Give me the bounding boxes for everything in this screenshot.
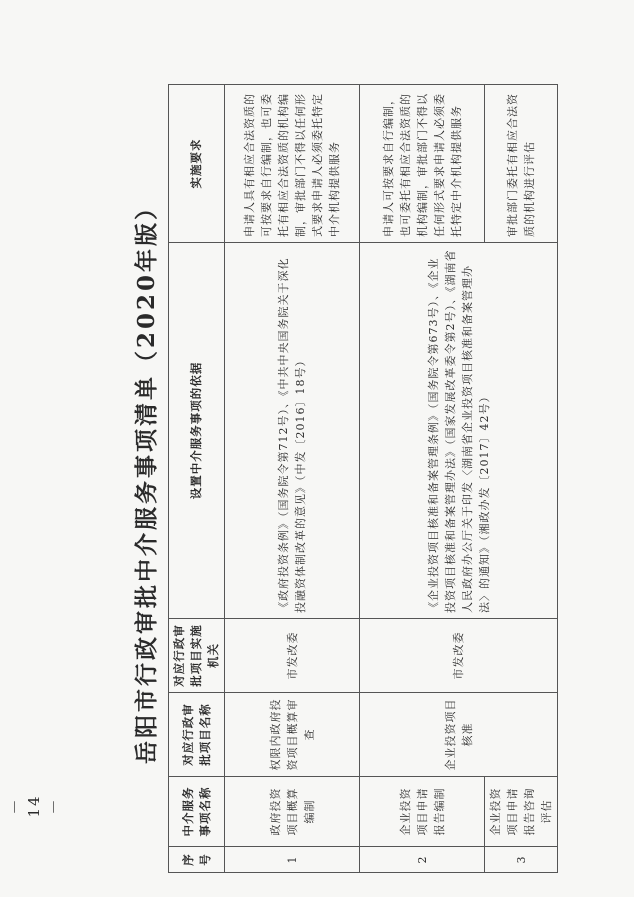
cell-service: 企业投资项目申请报告编制 bbox=[360, 777, 485, 847]
cell-approval-item: 权限内政府投资项目概算审查 bbox=[225, 693, 360, 777]
table-row bbox=[225, 85, 360, 873]
cell-no: 3 bbox=[485, 847, 558, 873]
rotated-content bbox=[128, 85, 553, 873]
cell-requirement: 审批部门委托有相应合法资质的机构进行评估 bbox=[485, 85, 558, 243]
header-approval-item: 对应行政审批项目名称 bbox=[169, 693, 225, 777]
table-header-row bbox=[169, 85, 225, 873]
cell-authority: 市发改委 bbox=[360, 619, 558, 693]
service-table bbox=[168, 84, 558, 873]
header-requirement: 实施要求 bbox=[169, 85, 225, 243]
cell-requirement: 申请人可按要求自行编制，也可委托有相应合法资质的机构编制，审批部门不得以任何形式要求申请人必须委托特定中介机构提供服务 bbox=[360, 85, 485, 243]
page-number-wrapper bbox=[6, 776, 63, 826]
cell-basis: 《政府投资条例》（国务院令第712号）、《中共中央国务院关于深化投融资体制改革的意见》（中发〔2016〕18号） bbox=[225, 243, 360, 619]
cell-authority: 市发改委 bbox=[225, 619, 360, 693]
cell-no: 1 bbox=[225, 847, 360, 873]
cell-service: 政府投资项目概算编制 bbox=[225, 777, 360, 847]
header-service: 中介服务事项名称 bbox=[169, 777, 225, 847]
header-authority: 对应行政审批项目实施机关 bbox=[169, 619, 225, 693]
header-no: 序号 bbox=[169, 847, 225, 873]
cell-approval-item: 企业投资项目核准 bbox=[360, 693, 558, 777]
page-number: － 14 － bbox=[6, 794, 63, 818]
cell-no: 2 bbox=[360, 847, 485, 873]
table-row bbox=[360, 85, 485, 873]
cell-basis: 《企业投资项目核准和备案管理条例》（国务院令第673号）、《企业投资项目核准和备案管理办法》（国家发展改革委令第2号）、《湖南省人民政府办公厅关于印发〈湖南省企业投资项目核准和备案管理办法〉的通知》（湘政办发〔2017〕42号） bbox=[360, 243, 558, 619]
document-title: 岳阳市行政审批中介服务事项清单（2020年版） bbox=[133, 194, 160, 765]
cell-requirement: 申请人具有相应合法资质的可按要求自行编制，也可委托有相应合法资质的机构编制，审批部门不得以任何形式要求申请人必须委托特定中介机构提供服务 bbox=[225, 85, 360, 243]
cell-service: 企业投资项目申请报告咨询评估 bbox=[485, 777, 558, 847]
header-basis: 设置中介服务事项的依据 bbox=[169, 243, 225, 619]
